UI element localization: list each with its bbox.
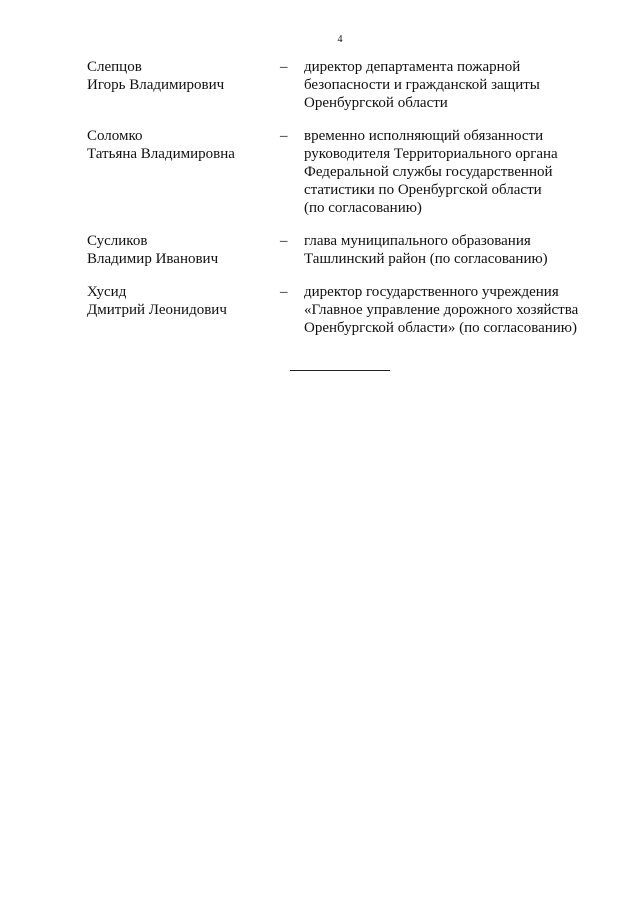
role-line: безопасности и гражданской защиты <box>304 77 540 93</box>
entry-dash: – <box>280 233 288 249</box>
member-entry <box>87 58 597 112</box>
member-name <box>87 127 272 163</box>
member-role <box>304 283 599 337</box>
role-line: Оренбургской области» (по согласованию) <box>304 320 578 336</box>
entry-dash: – <box>280 128 288 144</box>
end-divider <box>290 370 390 371</box>
member-name <box>87 283 272 319</box>
member-role <box>304 232 599 268</box>
member-given-names: Дмитрий Леонидович <box>87 302 227 318</box>
role-line: директор государственного учреждения <box>304 284 559 300</box>
member-surname: Хусид <box>87 284 127 300</box>
entry-dash: – <box>280 284 288 300</box>
page-number: 4 <box>337 34 343 45</box>
member-entry <box>87 127 597 217</box>
role-line: статистики по Оренбургской области <box>304 182 542 198</box>
member-entry <box>87 232 597 268</box>
role-line: директор департамента пожарной <box>304 59 521 75</box>
member-list <box>87 58 597 337</box>
member-surname: Слепцов <box>87 59 142 75</box>
member-given-names: Татьяна Владимировна <box>87 146 235 162</box>
member-role <box>304 127 599 217</box>
member-given-names: Владимир Иванович <box>87 251 219 267</box>
entry-dash: – <box>280 59 288 75</box>
role-line: (по согласованию) <box>304 200 422 216</box>
member-role <box>304 58 599 112</box>
member-name <box>87 58 272 94</box>
role-line: «Главное управление дорожного хозяйства <box>304 302 579 318</box>
member-surname: Соломко <box>87 128 143 144</box>
role-line: глава муниципального образования <box>304 233 531 249</box>
member-entry <box>87 283 597 337</box>
role-line: Федеральной службы государственной <box>304 164 553 180</box>
role-line: руководителя Территориального органа <box>304 146 558 162</box>
role-line: Ташлинский район (по согласованию) <box>304 251 548 267</box>
member-surname: Сусликов <box>87 233 148 249</box>
role-line: временно исполняющий обязанности <box>304 128 544 144</box>
member-given-names: Игорь Владимирович <box>87 77 225 93</box>
member-name <box>87 232 272 268</box>
role-line: Оренбургской области <box>304 95 448 111</box>
